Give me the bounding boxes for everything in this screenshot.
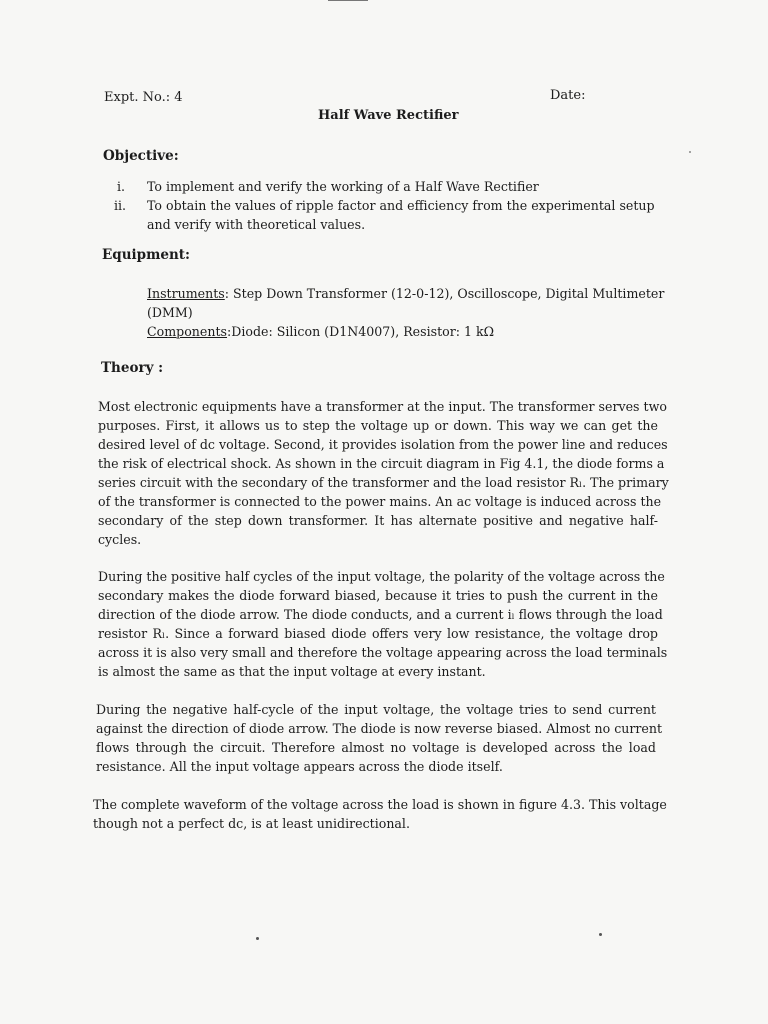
paragraph-line: During the positive half cycles of the input voltage, the polarity of the voltage across the [98,569,665,584]
paragraph-line: During the negative half-cycle of the input voltage, the voltage tries to send current [96,702,656,717]
paragraph-line: series circuit with the secondary of the transformer and the load resistor Rₗ. The primary [98,475,669,490]
paragraph-line: flows through the circuit. Therefore almost no voltage is developed across the load [96,740,656,755]
paragraph-line: secondary makes the diode forward biased, because it tries to push the current in the [98,588,658,603]
objective-item-text: To obtain the values of ripple factor and efficiency from the experimental setup [147,198,655,213]
scan-edge-mark [328,0,368,1]
components-line [147,322,494,341]
instruments-continued: (DMM) [147,305,193,320]
scan-speck [256,937,259,940]
equipment-heading: Equipment: [102,247,191,263]
paragraph-line: cycles. [98,532,142,547]
theory-paragraph [96,700,663,776]
objective-item-number: ii. [114,198,127,213]
scan-speck [689,151,691,153]
instruments-label: Instruments [147,286,225,301]
objective-item-text: To implement and verify the working of a Half Wave Rectifier [147,179,539,194]
document-title: Half Wave Rectifier [318,108,459,123]
paragraph-line: against the direction of diode arrow. The diode is now reverse biased. Almost no current [96,721,663,736]
paragraph-line: is almost the same as that the input voltage at every instant. [98,664,486,679]
theory-paragraph [98,567,668,681]
objective-item-number: i. [117,179,126,194]
paragraph-line: of the transformer is connected to the power mains. An ac voltage is induced across the [98,494,662,509]
components-text: :Diode: Silicon (D1N4007), Resistor: 1 kΩ [227,324,495,339]
instruments-text: : Step Down Transformer (12-0-12), Oscilloscope, Digital Multimeter [224,286,665,301]
experiment-number: Expt. No.: 4 [104,90,183,105]
date-label: Date: [550,88,586,103]
paragraph-line: the risk of electrical shock. As shown in the circuit diagram in Fig 4.1, the diode forms a [98,456,665,471]
paragraph-line: though not a perfect dc, is at least unidirectional. [93,816,410,831]
theory-paragraph [98,397,669,549]
paragraph-line: direction of the diode arrow. The diode conducts, and a current iₗ flows through the load [98,607,663,622]
paragraph-line: Most electronic equipments have a transformer at the input. The transformer serves two [98,399,667,414]
paragraph-line: across it is also very small and therefore the voltage appearing across the load terminals [98,645,668,660]
components-label: Components [147,324,228,339]
scan-speck [599,933,602,936]
theory-heading: Theory : [101,360,164,376]
instruments-line [147,284,664,303]
paragraph-line: secondary of the step down transformer. It has alternate positive and negative half- [98,513,658,528]
theory-paragraph [93,795,667,833]
paragraph-line: purposes. First, it allows us to step the voltage up or down. This way we can get the [98,418,658,433]
objective-item-text-continued: and verify with theoretical values. [147,217,366,232]
paragraph-line: resistance. All the input voltage appears across the diode itself. [96,759,503,774]
paragraph-line: desired level of dc voltage. Second, it provides isolation from the power line and reduces [98,437,668,452]
paragraph-line: The complete waveform of the voltage across the load is shown in figure 4.3. This voltage [93,797,667,812]
objective-heading: Objective: [103,148,179,164]
paragraph-line: resistor Rₗ. Since a forward biased diode offers very low resistance, the voltage drop [98,626,658,641]
